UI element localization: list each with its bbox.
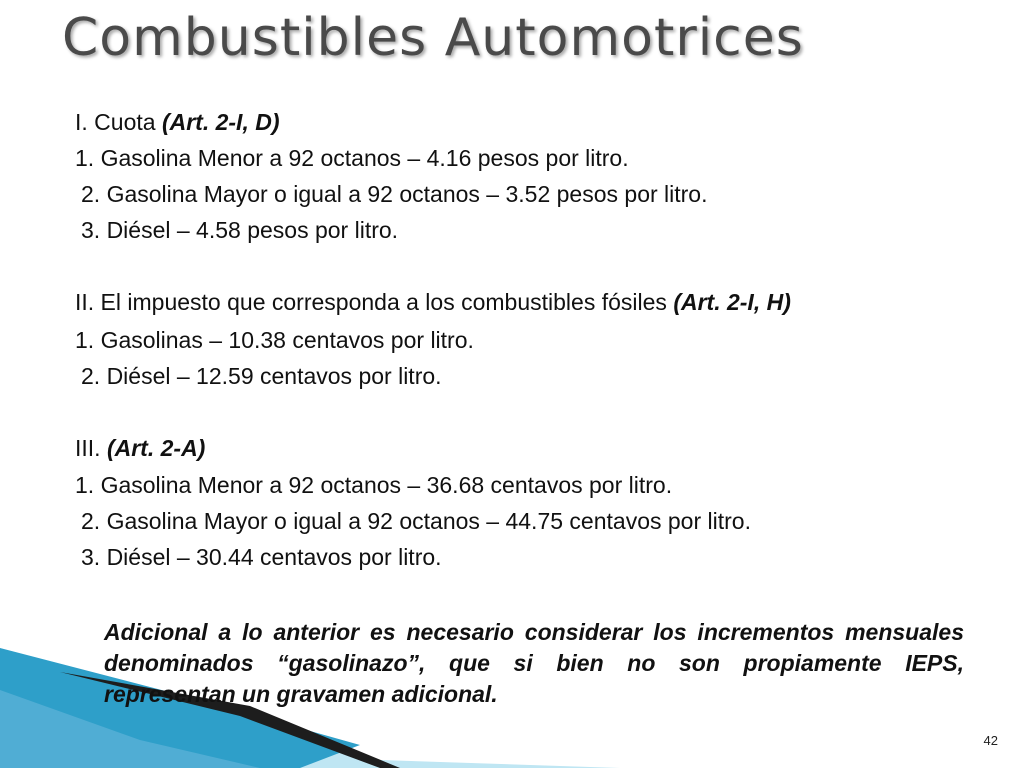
- section-1-item-2: 2. Gasolina Mayor o igual a 92 octanos – 3.52 pesos por litro.: [81, 181, 708, 207]
- section-3-item-3: 3. Diésel – 30.44 centavos por litro.: [81, 544, 442, 570]
- section-3-item-1: 1. Gasolina Menor a 92 octanos – 36.68 centavos por litro.: [75, 472, 673, 498]
- section-2-article-ref: (Art. 2-I, H): [673, 289, 791, 315]
- section-3-article-ref: (Art. 2-A): [106, 435, 206, 461]
- section-2-item-1: 1. Gasolinas – 10.38 centavos por litro.: [75, 327, 474, 353]
- section-1-heading: [75, 108, 280, 136]
- section-1-item-1: 1. Gasolina Menor a 92 octanos – 4.16 pesos por litro.: [75, 145, 629, 171]
- section-1-item-3: 3. Diésel – 4.58 pesos por litro.: [81, 217, 399, 243]
- section-3-item-2: 2. Gasolina Mayor o igual a 92 octanos – 44.75 centavos por litro.: [81, 508, 751, 534]
- slide-title: Combustibles Automotrices: [62, 8, 804, 68]
- additional-note: Adicional a lo anterior es necesario considerar los incrementos mensuales denominados “gasolinazo”, que si bien no son propiamente IEPS, representan un gravamen adicional.: [104, 619, 964, 707]
- section-2-item-2: 2. Diésel – 12.59 centavos por litro.: [81, 363, 442, 389]
- section-1-article-ref: (Art. 2-I, D): [161, 109, 280, 135]
- section-3-heading: [75, 434, 205, 462]
- section-2-heading: [75, 288, 791, 316]
- page-number: 42: [983, 733, 998, 748]
- section-2-heading-text: II. El impuesto que corresponda a los combustibles fósiles: [75, 289, 674, 315]
- section-1-heading-text: I. Cuota: [75, 109, 162, 135]
- section-3-heading-text: III.: [75, 435, 107, 461]
